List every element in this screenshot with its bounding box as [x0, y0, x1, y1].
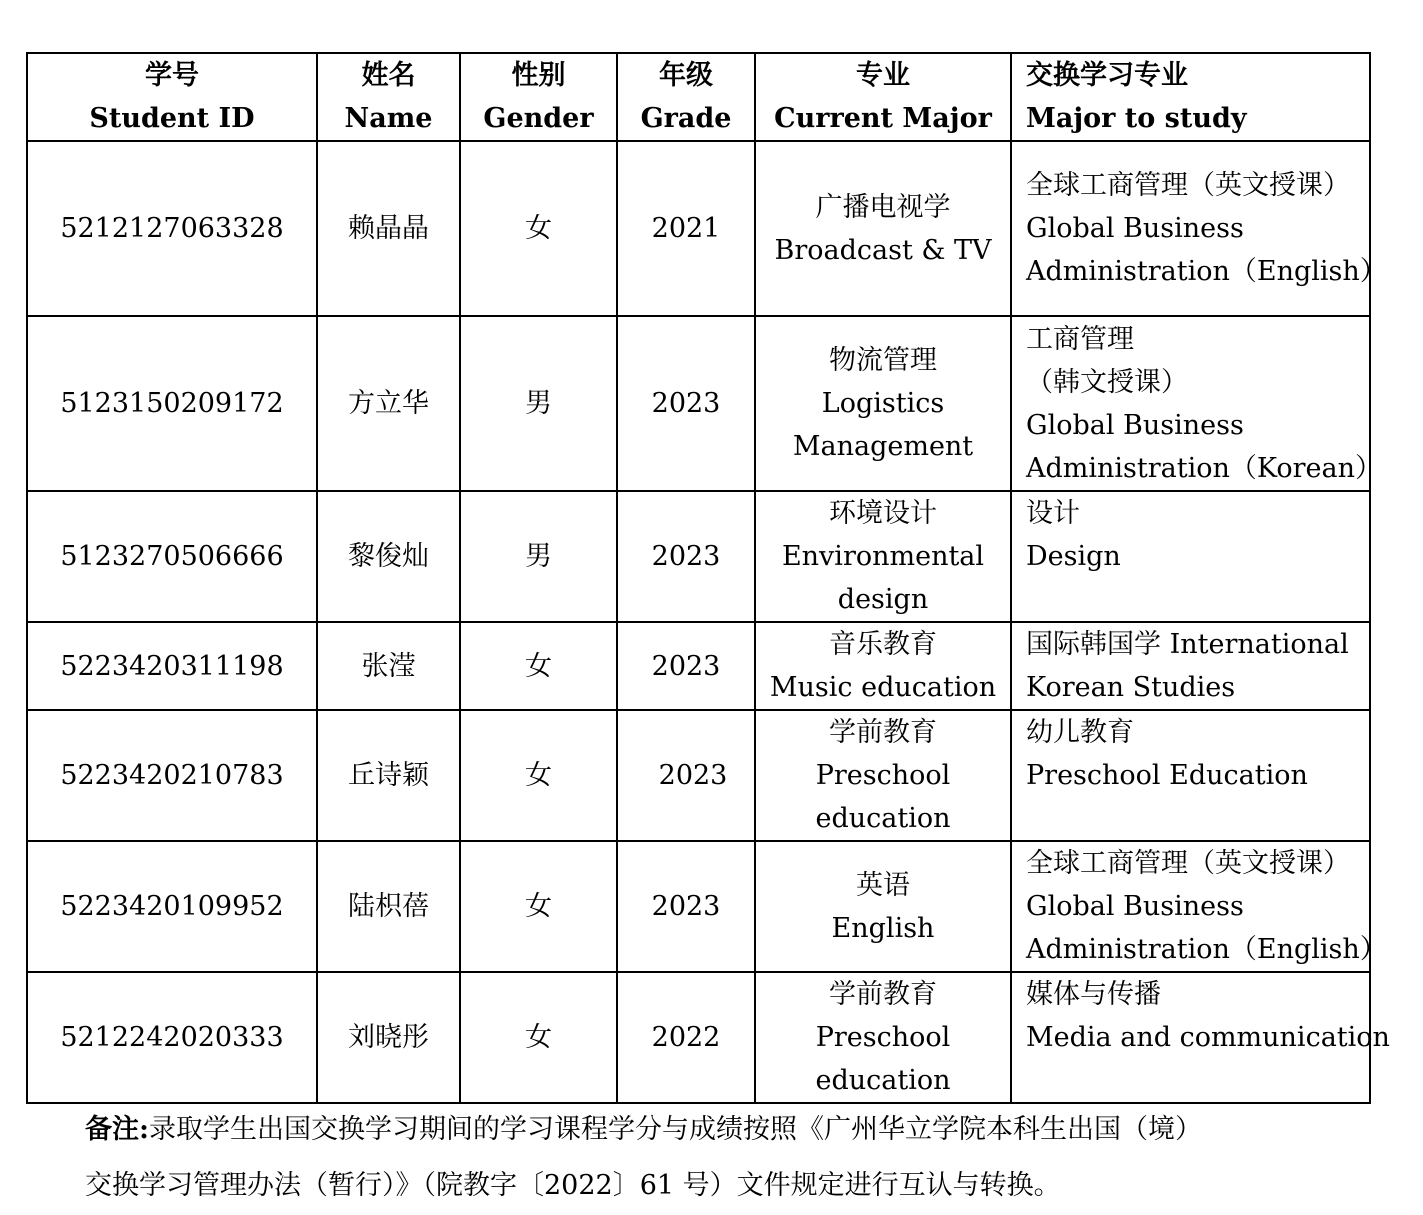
header-gender: 性别 Gender	[460, 53, 617, 141]
header-current-major: 专业 Current Major	[755, 53, 1011, 141]
current-major-cell: 学前教育 Preschool education	[755, 972, 1011, 1103]
exchange-student-table	[26, 52, 1390, 1104]
student-id-cell: 5123150209172	[27, 316, 317, 491]
current-major-cell: 物流管理 Logistics Management	[755, 316, 1011, 491]
name-cell: 陆枳蓓	[317, 841, 460, 972]
table-row	[27, 491, 1370, 622]
major-to-study-cell: 国际韩国学 International Korean Studies	[1011, 622, 1370, 710]
name-cell: 方立华	[317, 316, 460, 491]
grade-cell: 2023	[617, 841, 755, 972]
remarks-line-2: 交换学习管理办法（暂行）》（院教字〔2022〕61 号）文件规定进行互认与转换。	[85, 1170, 1061, 1201]
name-cell: 黎俊灿	[317, 491, 460, 622]
remarks-note	[85, 1102, 1385, 1214]
gender-cell: 女	[460, 622, 617, 710]
major-to-study-cell: 工商管理 （韩文授课） Global Business Administration（Korean）	[1011, 316, 1370, 491]
current-major-cell: 英语 English	[755, 841, 1011, 972]
current-major-cell: 学前教育 Preschool education	[755, 710, 1011, 841]
remarks-text-1: 录取学生出国交换学习期间的学习课程学分与成绩按照《广州华立学院本科生出国（境）	[148, 1114, 1202, 1145]
gender-cell: 女	[460, 841, 617, 972]
remarks-label: 备注:	[85, 1114, 149, 1145]
student-id-cell: 5223420109952	[27, 841, 317, 972]
student-id-cell: 5212242020333	[27, 972, 317, 1103]
remarks-line-1	[85, 1102, 1385, 1158]
student-id-cell: 5223420311198	[27, 622, 317, 710]
name-cell: 丘诗颖	[317, 710, 460, 841]
gender-cell: 女	[460, 710, 617, 841]
name-cell: 张滢	[317, 622, 460, 710]
header-grade: 年级 Grade	[617, 53, 755, 141]
table-row	[27, 316, 1370, 491]
header-student-id: 学号 Student ID	[27, 53, 317, 141]
gender-cell: 男	[460, 316, 617, 491]
student-id-cell: 5123270506666	[27, 491, 317, 622]
gender-cell: 女	[460, 141, 617, 316]
table-row	[27, 141, 1370, 316]
table-row	[27, 841, 1370, 972]
name-cell: 赖晶晶	[317, 141, 460, 316]
grade-cell: 2021	[617, 141, 755, 316]
grade-cell: 2023	[617, 316, 755, 491]
table-row	[27, 622, 1370, 710]
header-row	[27, 53, 1370, 141]
table-row	[27, 710, 1370, 841]
current-major-cell: 广播电视学 Broadcast & TV	[755, 141, 1011, 316]
grade-cell: 2023	[617, 710, 755, 841]
major-to-study-cell: 幼儿教育 Preschool Education	[1011, 710, 1370, 841]
header-name: 姓名 Name	[317, 53, 460, 141]
major-to-study-cell: 设计 Design	[1011, 491, 1370, 622]
table-row	[27, 972, 1370, 1103]
grade-cell: 2023	[617, 491, 755, 622]
grade-cell: 2022	[617, 972, 755, 1103]
gender-cell: 男	[460, 491, 617, 622]
student-id-cell: 5223420210783	[27, 710, 317, 841]
gender-cell: 女	[460, 972, 617, 1103]
name-cell: 刘晓彤	[317, 972, 460, 1103]
current-major-cell: 音乐教育 Music education	[755, 622, 1011, 710]
major-to-study-cell: 全球工商管理（英文授课） Global Business Administration（English）	[1011, 841, 1370, 972]
current-major-cell: 环境设计 Environmental design	[755, 491, 1011, 622]
student-id-cell: 5212127063328	[27, 141, 317, 316]
major-to-study-cell: 全球工商管理（英文授课） Global Business Administration（English）	[1011, 141, 1370, 316]
major-to-study-cell: 媒体与传播 Media and communication	[1011, 972, 1370, 1103]
header-major-to-study: 交换学习专业 Major to study	[1011, 53, 1370, 141]
grade-cell: 2023	[617, 622, 755, 710]
